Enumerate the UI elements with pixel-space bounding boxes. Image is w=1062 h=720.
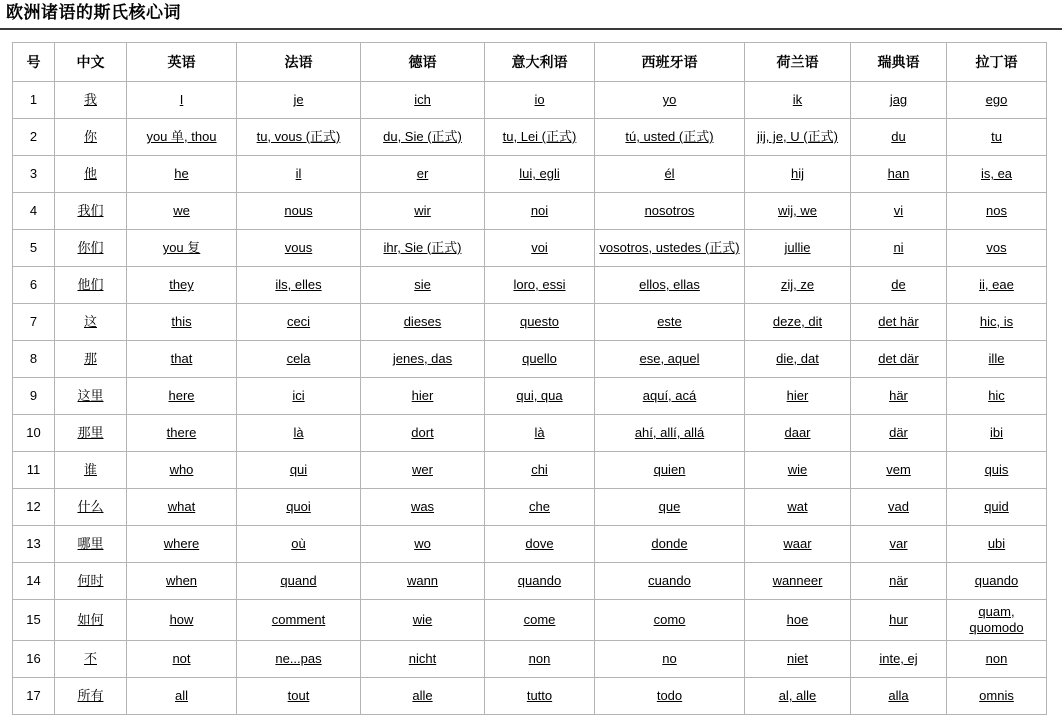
cell-dutch: jullie bbox=[745, 230, 851, 267]
cell-num: 12 bbox=[13, 489, 55, 526]
cell-german: wann bbox=[361, 563, 485, 600]
table-row bbox=[13, 563, 1047, 600]
cell-num: 15 bbox=[13, 600, 55, 641]
cell-latin: hic bbox=[947, 378, 1047, 415]
cell-chinese: 他 bbox=[55, 156, 127, 193]
cell-dutch: wij, we bbox=[745, 193, 851, 230]
column-header-french: 法语 bbox=[237, 43, 361, 82]
cell-swedish: vem bbox=[851, 452, 947, 489]
cell-latin: tu bbox=[947, 119, 1047, 156]
cell-chinese: 我 bbox=[55, 82, 127, 119]
cell-italian: non bbox=[485, 641, 595, 678]
cell-english: not bbox=[127, 641, 237, 678]
table-row bbox=[13, 304, 1047, 341]
cell-spanish: quien bbox=[595, 452, 745, 489]
column-header-num: 号 bbox=[13, 43, 55, 82]
cell-swedish: ni bbox=[851, 230, 947, 267]
cell-german: was bbox=[361, 489, 485, 526]
cell-num: 14 bbox=[13, 563, 55, 600]
cell-spanish: no bbox=[595, 641, 745, 678]
cell-dutch: hij bbox=[745, 156, 851, 193]
cell-latin: ibi bbox=[947, 415, 1047, 452]
column-header-dutch: 荷兰语 bbox=[745, 43, 851, 82]
cell-spanish: vosotros, ustedes (正式) bbox=[595, 230, 745, 267]
cell-num: 16 bbox=[13, 641, 55, 678]
cell-italian: che bbox=[485, 489, 595, 526]
cell-swedish: där bbox=[851, 415, 947, 452]
cell-french: tu, vous (正式) bbox=[237, 119, 361, 156]
table-row bbox=[13, 641, 1047, 678]
cell-num: 3 bbox=[13, 156, 55, 193]
cell-chinese: 这里 bbox=[55, 378, 127, 415]
cell-swedish: du bbox=[851, 119, 947, 156]
cell-latin: vos bbox=[947, 230, 1047, 267]
cell-dutch: deze, dit bbox=[745, 304, 851, 341]
cell-swedish: här bbox=[851, 378, 947, 415]
cell-french: nous bbox=[237, 193, 361, 230]
table-row bbox=[13, 678, 1047, 715]
cell-italian: noi bbox=[485, 193, 595, 230]
cell-french: où bbox=[237, 526, 361, 563]
cell-german: er bbox=[361, 156, 485, 193]
table-row bbox=[13, 193, 1047, 230]
document-title-bar bbox=[0, 0, 1062, 30]
cell-english: I bbox=[127, 82, 237, 119]
cell-latin: non bbox=[947, 641, 1047, 678]
cell-chinese: 如何 bbox=[55, 600, 127, 641]
cell-latin: quis bbox=[947, 452, 1047, 489]
table-row bbox=[13, 415, 1047, 452]
cell-italian: voi bbox=[485, 230, 595, 267]
cell-german: ihr, Sie (正式) bbox=[361, 230, 485, 267]
cell-spanish: todo bbox=[595, 678, 745, 715]
cell-italian: lui, egli bbox=[485, 156, 595, 193]
cell-latin: quam, quomodo bbox=[947, 600, 1047, 641]
cell-italian: loro, essi bbox=[485, 267, 595, 304]
cell-french: là bbox=[237, 415, 361, 452]
cell-french: ils, elles bbox=[237, 267, 361, 304]
table-row bbox=[13, 82, 1047, 119]
cell-italian: io bbox=[485, 82, 595, 119]
cell-latin: quando bbox=[947, 563, 1047, 600]
cell-dutch: wanneer bbox=[745, 563, 851, 600]
cell-english: this bbox=[127, 304, 237, 341]
cell-chinese: 谁 bbox=[55, 452, 127, 489]
cell-french: quoi bbox=[237, 489, 361, 526]
cell-spanish: ahí, allí, allá bbox=[595, 415, 745, 452]
cell-spanish: ellos, ellas bbox=[595, 267, 745, 304]
cell-french: tout bbox=[237, 678, 361, 715]
cell-dutch: daar bbox=[745, 415, 851, 452]
cell-english: you 单, thou bbox=[127, 119, 237, 156]
cell-english: all bbox=[127, 678, 237, 715]
cell-spanish: yo bbox=[595, 82, 745, 119]
cell-swedish: vad bbox=[851, 489, 947, 526]
cell-chinese: 那里 bbox=[55, 415, 127, 452]
cell-english: we bbox=[127, 193, 237, 230]
swadesh-table bbox=[12, 42, 1047, 715]
cell-latin: quid bbox=[947, 489, 1047, 526]
cell-swedish: det där bbox=[851, 341, 947, 378]
cell-latin: ego bbox=[947, 82, 1047, 119]
cell-chinese: 什么 bbox=[55, 489, 127, 526]
cell-french: qui bbox=[237, 452, 361, 489]
cell-german: ich bbox=[361, 82, 485, 119]
column-header-latin: 拉丁语 bbox=[947, 43, 1047, 82]
cell-german: hier bbox=[361, 378, 485, 415]
table-container bbox=[0, 30, 1062, 715]
cell-french: il bbox=[237, 156, 361, 193]
page-title: 欧洲诸语的斯氏核心词 bbox=[6, 3, 181, 22]
column-header-german: 德语 bbox=[361, 43, 485, 82]
cell-num: 13 bbox=[13, 526, 55, 563]
table-body bbox=[13, 82, 1047, 715]
table-row bbox=[13, 267, 1047, 304]
cell-italian: tutto bbox=[485, 678, 595, 715]
cell-chinese: 所有 bbox=[55, 678, 127, 715]
cell-german: wir bbox=[361, 193, 485, 230]
cell-spanish: tú, usted (正式) bbox=[595, 119, 745, 156]
cell-chinese: 我们 bbox=[55, 193, 127, 230]
column-header-spanish: 西班牙语 bbox=[595, 43, 745, 82]
cell-english: that bbox=[127, 341, 237, 378]
cell-chinese: 你们 bbox=[55, 230, 127, 267]
cell-french: quand bbox=[237, 563, 361, 600]
cell-num: 8 bbox=[13, 341, 55, 378]
cell-german: wie bbox=[361, 600, 485, 641]
cell-english: who bbox=[127, 452, 237, 489]
cell-german: jenes, das bbox=[361, 341, 485, 378]
cell-dutch: niet bbox=[745, 641, 851, 678]
cell-swedish: alla bbox=[851, 678, 947, 715]
cell-dutch: hoe bbox=[745, 600, 851, 641]
cell-english: they bbox=[127, 267, 237, 304]
table-row bbox=[13, 452, 1047, 489]
cell-spanish: este bbox=[595, 304, 745, 341]
cell-english: where bbox=[127, 526, 237, 563]
cell-spanish: donde bbox=[595, 526, 745, 563]
cell-french: ne...pas bbox=[237, 641, 361, 678]
cell-italian: questo bbox=[485, 304, 595, 341]
cell-latin: ii, eae bbox=[947, 267, 1047, 304]
cell-german: sie bbox=[361, 267, 485, 304]
table-header-row bbox=[13, 43, 1047, 82]
cell-german: dieses bbox=[361, 304, 485, 341]
cell-spanish: que bbox=[595, 489, 745, 526]
cell-num: 2 bbox=[13, 119, 55, 156]
cell-german: wo bbox=[361, 526, 485, 563]
cell-num: 6 bbox=[13, 267, 55, 304]
cell-french: cela bbox=[237, 341, 361, 378]
cell-italian: dove bbox=[485, 526, 595, 563]
cell-swedish: jag bbox=[851, 82, 947, 119]
cell-french: comment bbox=[237, 600, 361, 641]
cell-num: 11 bbox=[13, 452, 55, 489]
cell-english: there bbox=[127, 415, 237, 452]
cell-german: alle bbox=[361, 678, 485, 715]
cell-italian: là bbox=[485, 415, 595, 452]
cell-french: vous bbox=[237, 230, 361, 267]
cell-swedish: inte, ej bbox=[851, 641, 947, 678]
cell-english: when bbox=[127, 563, 237, 600]
cell-latin: ille bbox=[947, 341, 1047, 378]
cell-italian: qui, qua bbox=[485, 378, 595, 415]
table-row bbox=[13, 526, 1047, 563]
table-row bbox=[13, 341, 1047, 378]
cell-spanish: como bbox=[595, 600, 745, 641]
table-row bbox=[13, 230, 1047, 267]
cell-french: ici bbox=[237, 378, 361, 415]
cell-num: 17 bbox=[13, 678, 55, 715]
cell-dutch: al, alle bbox=[745, 678, 851, 715]
cell-dutch: hier bbox=[745, 378, 851, 415]
cell-num: 7 bbox=[13, 304, 55, 341]
cell-chinese: 他们 bbox=[55, 267, 127, 304]
table-row bbox=[13, 119, 1047, 156]
cell-swedish: vi bbox=[851, 193, 947, 230]
cell-chinese: 哪里 bbox=[55, 526, 127, 563]
cell-latin: omnis bbox=[947, 678, 1047, 715]
table-row bbox=[13, 489, 1047, 526]
cell-english: here bbox=[127, 378, 237, 415]
cell-num: 1 bbox=[13, 82, 55, 119]
cell-english: what bbox=[127, 489, 237, 526]
cell-dutch: waar bbox=[745, 526, 851, 563]
cell-num: 5 bbox=[13, 230, 55, 267]
column-header-chinese: 中文 bbox=[55, 43, 127, 82]
cell-swedish: när bbox=[851, 563, 947, 600]
cell-swedish: det här bbox=[851, 304, 947, 341]
cell-swedish: var bbox=[851, 526, 947, 563]
table-row bbox=[13, 600, 1047, 641]
cell-chinese: 你 bbox=[55, 119, 127, 156]
cell-num: 10 bbox=[13, 415, 55, 452]
cell-latin: ubi bbox=[947, 526, 1047, 563]
column-header-swedish: 瑞典语 bbox=[851, 43, 947, 82]
cell-spanish: cuando bbox=[595, 563, 745, 600]
cell-num: 9 bbox=[13, 378, 55, 415]
cell-num: 4 bbox=[13, 193, 55, 230]
table-row bbox=[13, 156, 1047, 193]
cell-chinese: 那 bbox=[55, 341, 127, 378]
cell-dutch: zij, ze bbox=[745, 267, 851, 304]
cell-dutch: wie bbox=[745, 452, 851, 489]
cell-italian: tu, Lei (正式) bbox=[485, 119, 595, 156]
cell-swedish: de bbox=[851, 267, 947, 304]
cell-chinese: 不 bbox=[55, 641, 127, 678]
cell-english: he bbox=[127, 156, 237, 193]
cell-swedish: han bbox=[851, 156, 947, 193]
cell-spanish: ese, aquel bbox=[595, 341, 745, 378]
cell-german: du, Sie (正式) bbox=[361, 119, 485, 156]
cell-french: je bbox=[237, 82, 361, 119]
cell-italian: come bbox=[485, 600, 595, 641]
column-header-italian: 意大利语 bbox=[485, 43, 595, 82]
cell-dutch: ik bbox=[745, 82, 851, 119]
cell-swedish: hur bbox=[851, 600, 947, 641]
cell-latin: is, ea bbox=[947, 156, 1047, 193]
cell-spanish: aquí, acá bbox=[595, 378, 745, 415]
cell-chinese: 何时 bbox=[55, 563, 127, 600]
cell-italian: quello bbox=[485, 341, 595, 378]
cell-chinese: 这 bbox=[55, 304, 127, 341]
cell-italian: quando bbox=[485, 563, 595, 600]
column-header-english: 英语 bbox=[127, 43, 237, 82]
cell-latin: nos bbox=[947, 193, 1047, 230]
cell-dutch: die, dat bbox=[745, 341, 851, 378]
cell-english: how bbox=[127, 600, 237, 641]
cell-dutch: jij, je, U (正式) bbox=[745, 119, 851, 156]
cell-dutch: wat bbox=[745, 489, 851, 526]
cell-italian: chi bbox=[485, 452, 595, 489]
cell-spanish: él bbox=[595, 156, 745, 193]
cell-german: wer bbox=[361, 452, 485, 489]
cell-german: dort bbox=[361, 415, 485, 452]
cell-german: nicht bbox=[361, 641, 485, 678]
cell-spanish: nosotros bbox=[595, 193, 745, 230]
cell-latin: hic, is bbox=[947, 304, 1047, 341]
table-row bbox=[13, 378, 1047, 415]
cell-french: ceci bbox=[237, 304, 361, 341]
cell-english: you 复 bbox=[127, 230, 237, 267]
